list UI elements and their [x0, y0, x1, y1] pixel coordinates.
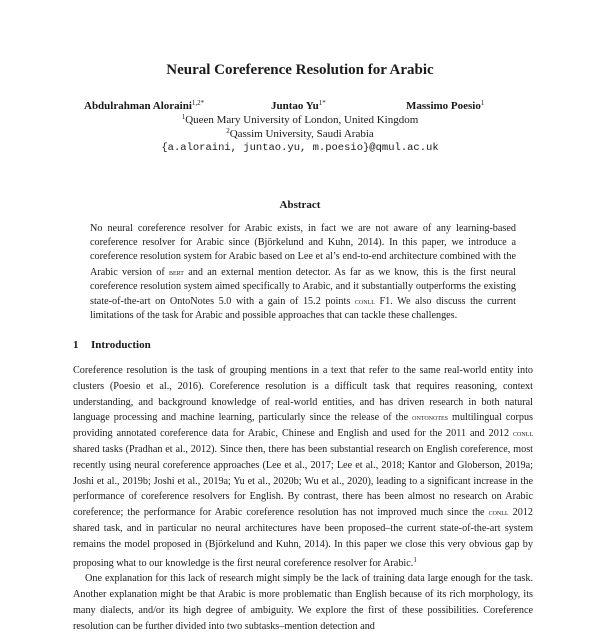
paragraph-text: shared tasks (Pradhan et al., 2012). Since then, there has been substantial research on English coreference, most recently using neural coreference approaches (Lee et al., 2017; Lee et al., 2018; Kantor and Globerson, 2019a; Joshi et al., 2019b; Joshi et al., 2019a; Yu et al., 2020b; Wu et al., 2020), leading to a significant increase in the performance of coreference resolvers for English. By contrast, there has been almost no research on Arabic coreference; the performance for Arabic coreference resolution has not improved much since the — [73, 443, 533, 519]
paragraph: One explanation for this lack of research might simply be the lack of training data large enough for the task. Another explanation might be that Arabic is more problematic than English because of its rich morphology, its many dialects, and/or its high degree of ambiguity. We explore the first of these possibilities. Coreference resolution can be further divided into two subtasks–mention detection and — [73, 573, 533, 632]
introduction-body — [73, 363, 533, 635]
paper-title: Neural Coreference Resolution for Arabic — [166, 62, 434, 78]
section-number: 1 — [73, 339, 79, 351]
conll-smallcaps: conll — [488, 507, 509, 518]
paragraph — [73, 363, 533, 571]
abstract-body — [90, 222, 516, 323]
author-poesio — [406, 99, 484, 112]
paragraph-text: 2012 shared task, and in particular no neural architectures have been proposed–the current state-of-the-art system remains the model proposed in (Björkelund and Kuhn, 2014). In this paper we close this very obvious gap by proposing what to our knowledge is the first neural coreference resolver for Arabic. — [73, 507, 534, 569]
author-name: Juntao Yu — [271, 100, 319, 112]
section-title: Introduction — [91, 339, 151, 351]
affiliation-mark: 1 — [181, 113, 186, 121]
affiliation-text: Qassim University, Saudi Arabia — [229, 128, 374, 140]
abstract-heading: Abstract — [279, 199, 321, 211]
affiliation-2 — [0, 127, 600, 140]
author-name: Abdulrahman Aloraini — [84, 100, 192, 112]
author-affil-marks: 1* — [318, 99, 326, 107]
author-aloraini — [84, 99, 204, 112]
paragraph-text: Coreference resolution is the task of grouping mentions in a text that refer to the same real-world entity into clusters (Poesio et al., 2016). Coreference resolution is a difficult task that requires reasoning, context understanding, and background knowledge of real-world entities, and has driven research in both natural language processing and machine learning, particularly since the release of the — [73, 365, 533, 424]
paragraph-text: multilingual corpus providing annotated coreference data for Arabic, Chinese and English and used for the 2011 and 2012 — [73, 412, 533, 440]
abstract-text: and an external mention detector. As far as we know, this is the first neural coreference resolution system aimed specifically to Arabic, and it substantially outperforms the existing state-of-the-art on OntoNotes 5.0 with a gain of 15.2 points — [90, 266, 516, 308]
affiliation-1 — [0, 113, 600, 126]
author-emails: {a.aloraini, juntao.yu, m.poesio}@qmul.ac.uk — [161, 142, 439, 154]
abstract-text: F1. We also discuss the current limitations of the task for Arabic and possible approaches that can tackle these challenges. — [90, 296, 516, 322]
author-affil-marks: 1,2* — [191, 99, 205, 107]
conll-smallcaps: conll — [513, 428, 533, 439]
bert-smallcaps: bert — [168, 266, 184, 277]
affiliation-mark: 2 — [226, 127, 230, 135]
author-name: Massimo Poesio — [406, 100, 481, 112]
footnote-marker[interactable]: 1 — [413, 555, 417, 564]
author-affil-marks: 1 — [480, 99, 485, 107]
author-list — [0, 99, 600, 113]
conll-smallcaps: conll — [354, 296, 375, 307]
section-heading-introduction — [73, 339, 151, 351]
author-yu — [271, 99, 326, 112]
ontonotes-smallcaps: ontonotes — [412, 412, 449, 423]
affiliation-text: Queen Mary University of London, United Kingdom — [185, 114, 419, 126]
abstract-text: No neural coreference resolver for Arabic exists, in fact we are not aware of any learning-based coreference resolver for Arabic since (Björkelund and Kuhn, 2014). In this paper, we introduce a coreference resolution system for Arabic based on Lee et al’s end-to-end architecture combined with the Arabic version of — [90, 223, 516, 278]
